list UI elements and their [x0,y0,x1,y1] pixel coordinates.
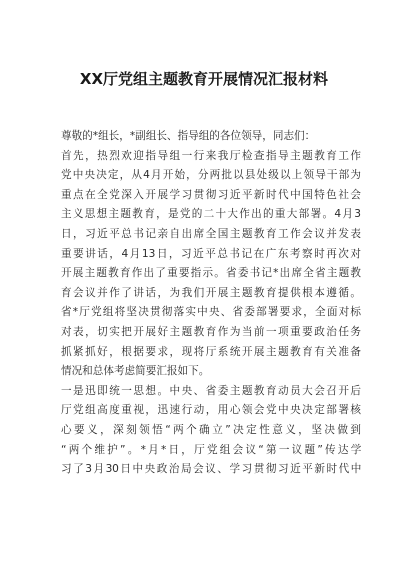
paragraph-line: 重要讲话，4月13日，习近平总书记在广东考察时再次对 [61,247,361,260]
paragraph-line: 情况和总体考虑简要汇报如下。 [61,365,210,378]
paragraph-line: 省*厅党组将坚决贯彻落实中央、省委部署要求，全面对标 [61,306,361,319]
salutation-line: 尊敬的*组长，*副组长、指导组的各位领导，同志们： [61,130,316,142]
paragraph-line: 对表，切实把开展好主题教育作为当前一项重要政治任务 [61,325,361,338]
paragraph-line: 党中央决定，从4月开始，分两批以县处级以上领导干部为 [61,169,361,182]
paragraph-line: 重点在全党深入开展学习贯彻习近平新时代中国特色社会 [61,188,361,201]
document-title: XX厅党组主题教育开展情况汇报材料 [79,70,329,88]
document-body [61,127,361,480]
paragraph-line: “两个维护”。*月*日，厅党组会议“第一议题”传达学 [61,443,361,456]
paragraph-line: 抓紧抓好，根据要求，现将厅系统开展主题教育有关准备 [61,345,361,358]
paragraph-line: 厅党组高度重视，迅速行动，用心领会党中央决定部署核 [61,404,361,417]
paragraph-line: 开展主题教育作出了重要指示。省委书记*出席全省主题教 [61,267,361,280]
paragraph-line: 习了3月30日中央政治局会议、学习贯彻习近平新时代中 [61,463,361,476]
paragraph-line: 主义思想主题教育，是党的二十大作出的重大部署。4月3 [61,208,361,221]
paragraph-line: 育会议并作了讲话，为我们开展主题教育提供根本遵循。 [61,286,361,299]
paragraph-line: 一是迅即统一思想。中央、省委主题教育动员大会召开后 [61,384,361,397]
paragraph-line: 心要义，深刻领悟“两个确立”决定性意义，坚决做到 [61,423,361,436]
paragraph-line: 日，习近平总书记亲自出席全国主题教育工作会议并发表 [61,227,361,240]
paragraph-line: 首先，热烈欢迎指导组一行来我厅检查指导主题教育工作 [61,149,361,162]
